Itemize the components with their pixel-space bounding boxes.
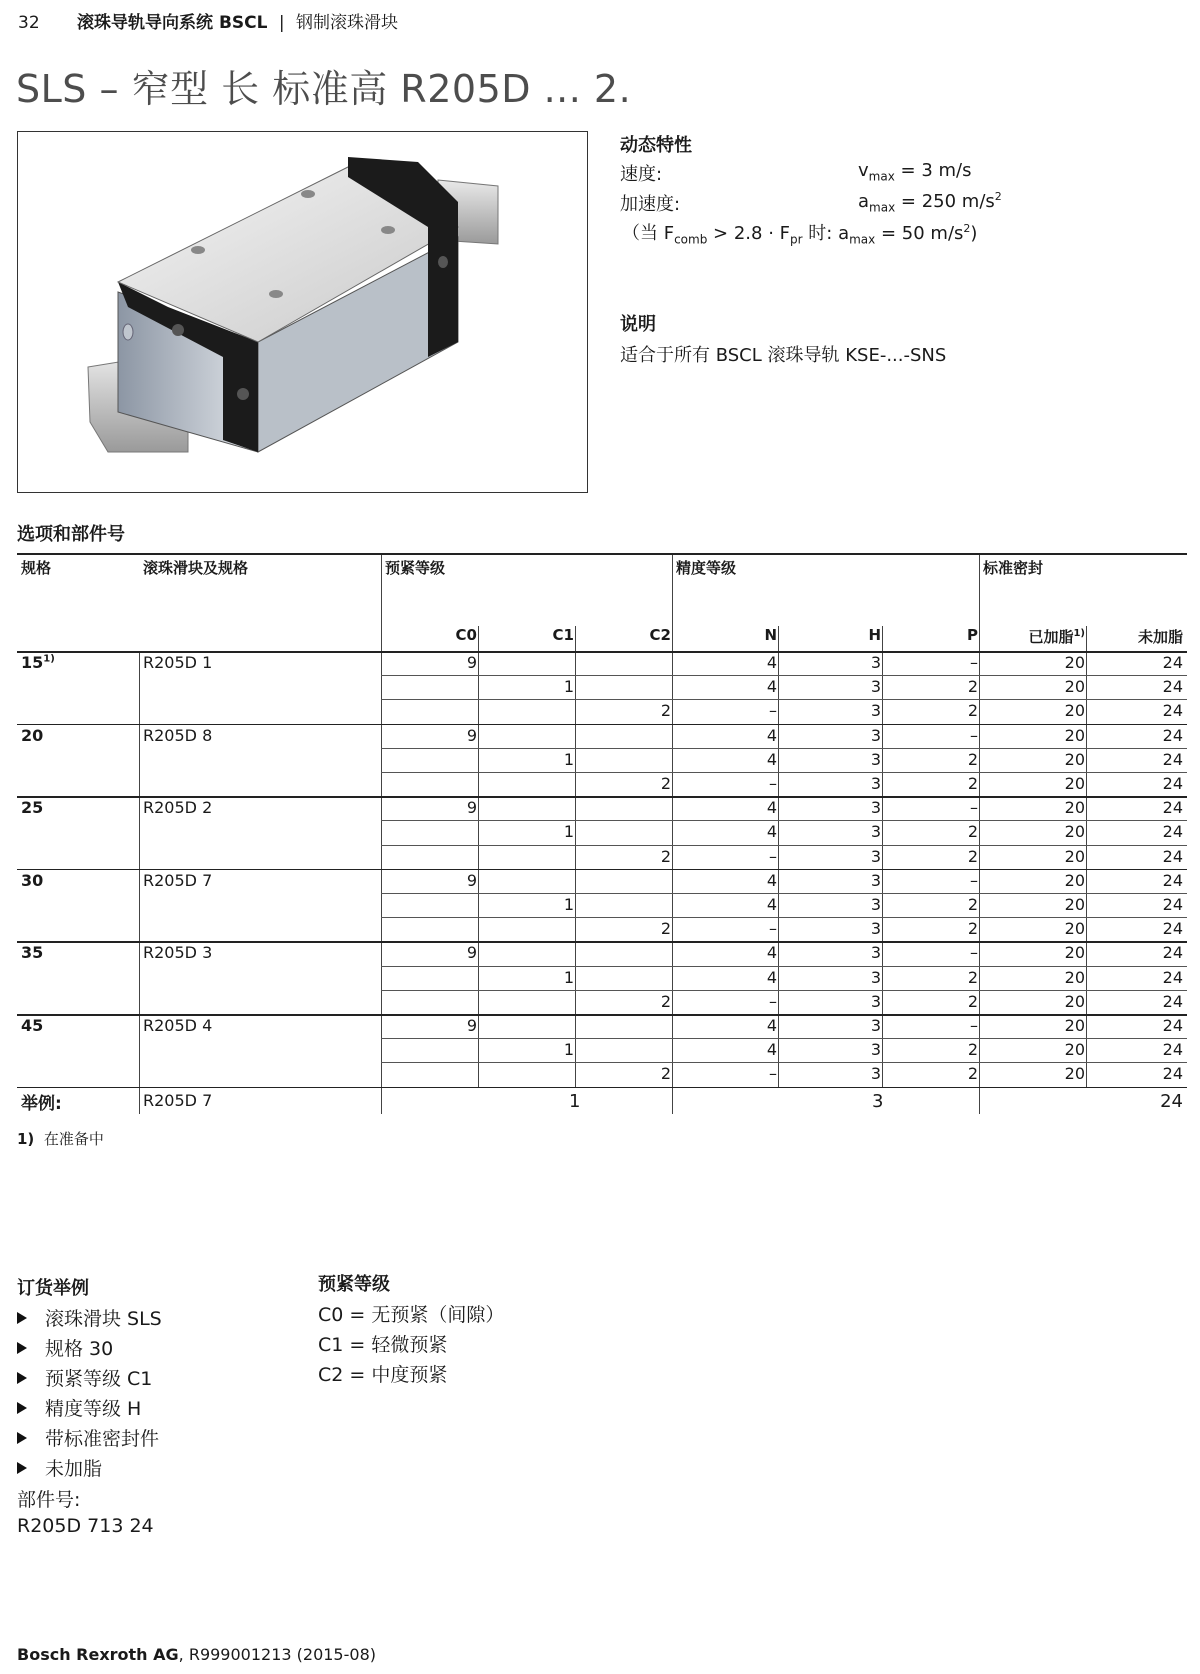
table-cell-n: 4 (766, 749, 777, 769)
footnote (17, 1128, 104, 1149)
table-cell-c1: 1 (563, 677, 574, 697)
table-cell-h: 3 (870, 846, 881, 866)
table-cell-c0: 9 (466, 725, 477, 745)
table-cell-n: – (769, 919, 777, 939)
table-cell-u: 24 (1162, 749, 1183, 769)
order-step-item: 预紧等级 C1 (17, 1364, 152, 1391)
table-cell-p: – (970, 1016, 978, 1035)
table-cell-p: 2 (967, 822, 978, 842)
table-cell-p: – (970, 798, 978, 818)
table-cell-g: 20 (1064, 895, 1085, 914)
table-cell-h: 3 (870, 653, 881, 672)
table-cell-u: 24 (1162, 774, 1183, 793)
block-cell: R205D 7 (143, 870, 213, 890)
header-preload: 预紧等级 (385, 559, 446, 577)
table-cell-n: 4 (766, 822, 777, 842)
row-rule (381, 820, 1187, 821)
header-c1: C1 (552, 626, 574, 644)
table-cell-u: 24 (1162, 870, 1183, 890)
note-heading: 说明 (620, 314, 656, 335)
table-cell-h: 3 (870, 991, 881, 1011)
preload-legend-item: C0 = 无预紧（间隙） (318, 1304, 505, 1326)
table-cell-n: 4 (766, 653, 777, 672)
row-rule (381, 893, 1187, 894)
header-ungreased: 未加脂 (1137, 628, 1183, 646)
table-cell-p: 2 (967, 677, 978, 697)
header-greased: 已加脂$^{1)}$ (1028, 628, 1085, 646)
table-cell-g: 20 (1064, 846, 1085, 866)
block-cell: R205D 2 (143, 798, 213, 818)
order-step-item: 规格 30 (17, 1334, 113, 1361)
size-cell: 45 (21, 1016, 44, 1035)
triangle-bullet-icon (17, 1372, 27, 1384)
table-cell-g: 20 (1064, 870, 1085, 890)
order-step-item: 带标准密封件 (17, 1424, 159, 1451)
table-cell-p: 2 (967, 895, 978, 914)
table-cell-p: 2 (967, 967, 978, 987)
triangle-bullet-icon (17, 1402, 27, 1414)
table-cell-h: 3 (870, 774, 881, 793)
table-cell-h: 3 (870, 967, 881, 987)
section-title: 滚珠导轨导向系统 BSCL (77, 13, 268, 33)
preload-legend-item: C2 = 中度预紧 (318, 1364, 448, 1386)
table-cell-p: 2 (967, 774, 978, 793)
note-text: 适合于所有 BSCL 滚珠导轨 KSE-...-SNS (620, 345, 947, 366)
table-cell-h: 3 (870, 943, 881, 963)
example-accuracy: 3 (872, 1090, 884, 1112)
table-cell-n: 4 (766, 677, 777, 697)
table-cell-h: 3 (870, 677, 881, 697)
order-step-item: 精度等级 H (17, 1394, 141, 1421)
table-cell-u: 24 (1162, 798, 1183, 818)
col-divider (979, 555, 980, 1114)
table-cell-c1: 1 (563, 1040, 574, 1060)
size-cell: 35 (21, 943, 44, 963)
col-divider (672, 555, 673, 1114)
col-divider (1086, 626, 1087, 1087)
page-number: 32 (18, 13, 40, 33)
col-divider (575, 626, 576, 1087)
preload-legend-heading: 预紧等级 (318, 1274, 390, 1295)
size-cell: 20 (21, 725, 44, 745)
block-cell: R205D 8 (143, 725, 213, 745)
col-divider (381, 555, 382, 1114)
block-cell: R205D 3 (143, 943, 213, 963)
table-cell-u: 24 (1162, 919, 1183, 939)
table-cell-h: 3 (870, 798, 881, 818)
table-cell-g: 20 (1064, 967, 1085, 987)
table-cell-g: 20 (1064, 701, 1085, 721)
table-cell-p: – (970, 943, 978, 963)
row-rule (381, 1062, 1187, 1063)
header-separator: | (278, 13, 285, 33)
row-rule (381, 675, 1187, 676)
table-cell-u: 24 (1162, 1064, 1183, 1084)
table-cell-n: 4 (766, 725, 777, 745)
table-cell-p: 2 (967, 749, 978, 769)
table-cell-h: 3 (870, 1064, 881, 1084)
triangle-bullet-icon (17, 1312, 27, 1324)
table-cell-n: 4 (766, 798, 777, 818)
page-header (18, 8, 398, 33)
col-divider (478, 626, 479, 1087)
table-cell-g: 20 (1064, 725, 1085, 745)
part-number: R205D 713 24 (17, 1515, 154, 1537)
col-divider (778, 626, 779, 1087)
order-example-heading: 订货举例 (17, 1278, 89, 1299)
order-step-item: 未加脂 (17, 1454, 102, 1481)
table-cell-u: 24 (1162, 1016, 1183, 1035)
table-cell-u: 24 (1162, 653, 1183, 672)
table-cell-p: 2 (967, 701, 978, 721)
example-block: R205D 7 (143, 1090, 213, 1110)
table-cell-c2: 2 (660, 991, 671, 1011)
table-cell-p: – (970, 870, 978, 890)
table-cell-g: 20 (1064, 749, 1085, 769)
table-cell-h: 3 (870, 919, 881, 939)
table-cell-g: 20 (1064, 774, 1085, 793)
header-size: 规格 (21, 559, 52, 577)
table-cell-c0: 9 (466, 798, 477, 818)
table-cell-g: 20 (1064, 1040, 1085, 1060)
table-cell-g: 20 (1064, 1064, 1085, 1084)
table-cell-g: 20 (1064, 822, 1085, 842)
table-cell-p: 2 (967, 846, 978, 866)
table-cell-u: 24 (1162, 822, 1183, 842)
footer-company: Bosch Rexroth AG (17, 1645, 179, 1664)
table-cell-g: 20 (1064, 1016, 1085, 1035)
row-rule (381, 917, 1187, 918)
example-seal: 24 (1160, 1090, 1183, 1112)
speed-label: 速度: (620, 164, 663, 185)
table-cell-h: 3 (870, 749, 881, 769)
table-cell-c0: 9 (466, 870, 477, 890)
table-cell-g: 20 (1064, 919, 1085, 939)
table-cell-c1: 1 (563, 749, 574, 769)
table-cell-c2: 2 (660, 846, 671, 866)
table-cell-n: 4 (766, 895, 777, 914)
table-cell-g: 20 (1064, 653, 1085, 672)
table-cell-n: 4 (766, 1040, 777, 1060)
block-cell: R205D 1 (143, 653, 213, 672)
table-cell-h: 3 (870, 701, 881, 721)
example-preload: 1 (569, 1090, 581, 1112)
table-cell-n: – (769, 991, 777, 1011)
table-cell-p: – (970, 653, 978, 672)
footer-doc: , R999001213 (2015-08) (178, 1645, 376, 1664)
table-top-rule (17, 553, 1187, 555)
table-cell-p: – (970, 725, 978, 745)
footnote-mark: 1) (17, 1130, 35, 1148)
order-step-item: 滚珠滑块 SLS (17, 1304, 162, 1331)
table-cell-u: 24 (1162, 895, 1183, 914)
table-cell-p: 2 (967, 1040, 978, 1060)
part-number-label: 部件号: (17, 1489, 81, 1511)
subsection-title: 钢制滚珠滑块 (296, 13, 399, 33)
table-cell-c2: 2 (660, 919, 671, 939)
product-image-frame (17, 131, 588, 493)
row-rule (381, 990, 1187, 991)
accel-condition: （当 $F_{comb} > 2.8 \cdot F_{pr}$ 时: $a_{max} = 50$ $m/s^2$) (622, 222, 978, 247)
table-cell-c0: 9 (466, 943, 477, 963)
preload-legend-item: C1 = 轻微预紧 (318, 1334, 448, 1356)
page-title: SLS – 窄型 长 标准高 R205D ... 2. (16, 67, 632, 111)
block-cell: R205D 4 (143, 1016, 213, 1035)
linear-guide-block-image (18, 132, 587, 492)
table-cell-c1: 1 (563, 895, 574, 914)
accel-label: 加速度: (620, 194, 681, 215)
table-cell-u: 24 (1162, 967, 1183, 987)
header-seal: 标准密封 (983, 559, 1044, 577)
table-cell-p: 2 (967, 919, 978, 939)
header-c2: C2 (649, 626, 671, 644)
table-cell-g: 20 (1064, 798, 1085, 818)
header-c0: C0 (455, 626, 477, 644)
example-label: 举例: (21, 1093, 62, 1114)
accel-value: $a_{max} = 250$ $m/s^2$ (858, 190, 1002, 215)
table-cell-h: 3 (870, 870, 881, 890)
table-cell-n: 4 (766, 943, 777, 963)
table-cell-g: 20 (1064, 677, 1085, 697)
footnote-text: 在准备中 (43, 1130, 104, 1148)
table-cell-u: 24 (1162, 991, 1183, 1011)
table-cell-h: 3 (870, 822, 881, 842)
table-cell-c0: 9 (466, 653, 477, 672)
table-cell-u: 24 (1162, 701, 1183, 721)
table-cell-n: 4 (766, 870, 777, 890)
table-cell-g: 20 (1064, 991, 1085, 1011)
size-cell: 25 (21, 798, 44, 818)
table-cell-h: 3 (870, 725, 881, 745)
page-footer (17, 1645, 376, 1664)
row-rule (381, 1038, 1187, 1039)
table-cell-u: 24 (1162, 677, 1183, 697)
triangle-bullet-icon (17, 1432, 27, 1444)
dynamics-heading: 动态特性 (620, 135, 692, 156)
table-cell-c2: 2 (660, 774, 671, 793)
table-cell-n: – (769, 1064, 777, 1084)
table-cell-u: 24 (1162, 846, 1183, 866)
table-title: 选项和部件号 (17, 524, 125, 545)
col-divider (882, 626, 883, 1087)
row-rule (381, 772, 1187, 773)
group-rule (17, 1087, 1187, 1089)
size-cell: 15$^{1)}$ (21, 653, 55, 672)
header-accuracy: 精度等级 (676, 559, 737, 577)
table-cell-p: 2 (967, 1064, 978, 1084)
header-n: N (764, 626, 777, 644)
header-block: 滚珠滑块及规格 (143, 559, 249, 577)
table-cell-n: – (769, 701, 777, 721)
table-cell-h: 3 (870, 1040, 881, 1060)
table-cell-c0: 9 (466, 1016, 477, 1035)
row-rule (381, 699, 1187, 700)
row-rule (381, 748, 1187, 749)
header-p: P (967, 626, 978, 644)
table-cell-n: 4 (766, 967, 777, 987)
triangle-bullet-icon (17, 1342, 27, 1354)
table-cell-n: 4 (766, 1016, 777, 1035)
row-rule (381, 966, 1187, 967)
table-cell-c2: 2 (660, 1064, 671, 1084)
table-cell-c1: 1 (563, 967, 574, 987)
table-cell-u: 24 (1162, 1040, 1183, 1060)
table-cell-n: – (769, 846, 777, 866)
header-h: H (868, 626, 881, 644)
table-cell-g: 20 (1064, 943, 1085, 963)
table-cell-h: 3 (870, 1016, 881, 1035)
table-cell-c1: 1 (563, 822, 574, 842)
col-divider (139, 651, 140, 1114)
row-rule (381, 845, 1187, 846)
speed-value: $v_{max} = 3$ m/s (858, 160, 972, 184)
table-cell-n: – (769, 774, 777, 793)
table-cell-u: 24 (1162, 725, 1183, 745)
table-cell-c2: 2 (660, 701, 671, 721)
triangle-bullet-icon (17, 1462, 27, 1474)
table-cell-p: 2 (967, 991, 978, 1011)
size-cell: 30 (21, 870, 44, 890)
table-cell-u: 24 (1162, 943, 1183, 963)
table-cell-h: 3 (870, 895, 881, 914)
